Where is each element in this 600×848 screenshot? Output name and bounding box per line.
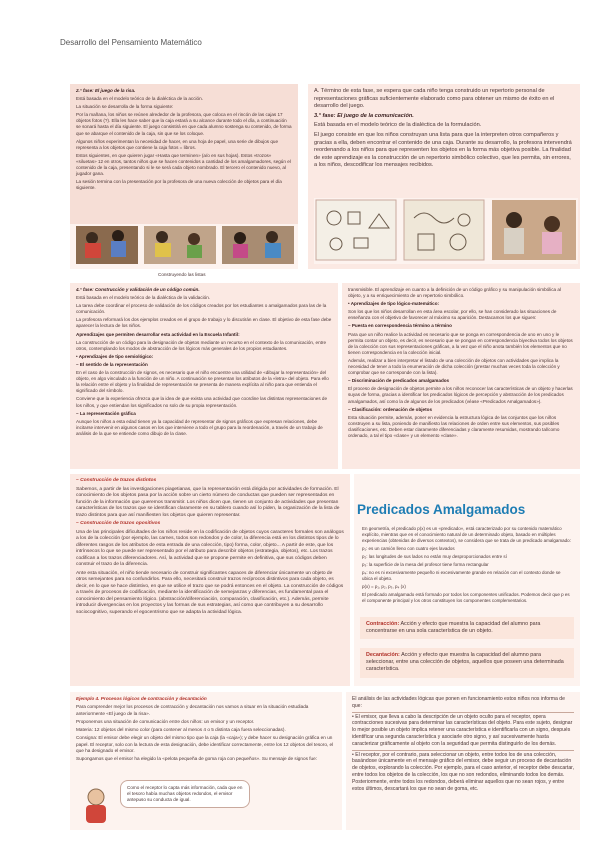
paragraph: Además, realizar a bien interpretar el listado de una colección de objetos con actividades que implica la necesidad de tener a todo la enumeración de dicha colección (prestar muchas veces toda la colección y comprobar que se corresponde con la lista). [348,357,560,376]
note-text: Acción y efecto que muestra la capacidad del alumno para seleccionar, entre una colección de objetos, aquellos que poseen una determinada característica. [366,652,564,673]
paragraph: Consigna: El emisor debe elegir un objeto del mismo tipo que la caja (la «caja»); y debe hacer su designación gráfica en un papel. El receptor, solo con la lectura de esta designación, debe identificar correctamente, entre los 12 objetos del tesoro, el que ha designado el emisor. [76,735,334,754]
divider [352,750,574,751]
bubble-illustration [76,785,116,827]
section-heading: 4.° fase: Construcción y validación de un código común. [76,287,200,292]
section-heading: 2.° fase: El juego de la risa. [76,88,136,93]
paragraph: En el caso de la construcción de signos, es necesario que el niño encuentre una utilidad de «dibujar la representación» del objeto, en algo vinculado a la función de un niño. A continuación se presentan los atributos de la «letra» del objeto. Para ello la relación entre el objeto y la finalidad de representación se presenta de manera explícita al niño para que entienda el significado del símbolo. [76,370,329,394]
paragraph: Proponemos una situación de comunicación entre dos niños: un emisor y un receptor. [76,718,255,724]
panel-aprendizajes [342,283,580,469]
note-contraccion [360,617,574,639]
bullet-text: El receptor, por el contrario, para seleccionar un objeto, entre todos los de una colección, basándose únicamente en el mensaje gráfico del emisor, debe seguir un proceso de decantación de objetos, explorando la colección. Por ejemplo, para el caso anterior, el receptor debe descartar, entre todos los objetos de la colección, los que no son redondos, eliminando todos los demás. Posteriormente, entre todos los redondos, deberá eliminar aquellos que no sean rojos, y entre estos últimos, descartará los que no sean de goma, etc. [352,751,574,792]
paragraph: Está basada en el modelo teórico de la dialéctica de la formulación. [314,122,482,129]
paragraph: Por la mañana, los niños se reúnen alrededor de la profesora, que coloca en el rincón de las cajas 17 objetos fotos (?). Ella les hace saber que la caja estará a su alcance durante todo el día, a continuación se sonará hasta el día siguiente. El juego consistirá en que cada alumno sostenga su contenido, de forma que se abarque el contenido de la caja, sin que se los coloque. [76,112,292,136]
paragraph: La construcción de un código para la designación de objetos mediante un recurso en el contexto de la comunicación, entre otros, contemplando los modos de abstracción de los lógicos más generales de los propios estudiantes. [76,339,327,351]
bullet-sub-text: El sentido de la representación [79,361,148,367]
paragraph: Supongamos que el emisor ha elegido la «pelota pequeña de goma roja con pequeños». Su mensaje de signos fue: [76,756,318,762]
note-decantacion [360,648,574,678]
paragraph: Algunos niños experimentan la necesidad de hacer, en una hoja de papel, una serie de dibujos que representa a los objetos que contiene la caja fotos = libros. [76,138,279,150]
predicate-line: p₂: las longitudes de sus lados no están muy desproporcionados entre sí [362,554,507,559]
photo-caption: Construyendo las listas [158,272,206,277]
paragraph: Para que un niño realice la actividad es necesario que se ponga en correspondencia de uno en uno y le permita contar un objeto, es decir, es necesario que se pongan en correspondencia biyectiva todos los objetos de la colección con sus representaciones gráficas, a la vez que el niño anota también los elementos que no tienen correspondencia en la colección inicial. [348,331,573,355]
bullet-text: Aprendizajes de tipo lógico-matemático: [350,301,440,307]
paragraph: La profesora reformará los dos ejemplos creados en el grupo de trabajo y lo discutirán en clase. El objetivo de esta fase debe aparecer la lectura de los niños. [76,317,332,329]
photo-strip-1 [70,224,298,269]
panel-trazos [70,474,350,686]
divider [352,712,574,713]
photo-strip-2 [314,198,578,264]
paragraph: El juego consiste en que los niños construyan una lista para que la interpreten otros compañeros y gracias a ella, deben encontrar el contenido de una caja. Durante su desarrollo, la profesora intervendrá reordenando a los niños para que representen los objetos en la forma más objetiva posible. La finalidad de este aprendizaje es la construcción de un repertorio simbólico colectivo, que les permita, sin errores, a los niños, descodificar los mensajes recibidos. [314,131,572,169]
bullet-text: Aprendizajes de tipo semiológico: [78,353,154,359]
predicados-title: Predicados Amalgamados [357,502,526,517]
bullet-item: • El receptor, por el contrario, para seleccionar un objeto, entre todos los de una colección, basándose únicamente en el mensaje gráfico del emisor, debe seguir un proceso de decantación de objetos, explorando la colección. Por ejemplo, para el caso anterior, el receptor debe descartar, entre todos los objetos de la colección, los que no son redondos, eliminando todos los demás. Posteriormente, entre todos los redondos, deberá eliminar aquellos que no sean rojos, y entre estos últimos, descartará los que no sean de goma, etc. [352,751,574,792]
note-label: Decantación: [366,652,400,658]
panel-ejemplo-4-text [70,692,342,769]
bullet-heading: • Aprendizajes de tipo lógico-matemático: [348,301,440,307]
paragraph: Esta situación permite, además, poner en evidencia la estructura lógica de las conjuntos que los niños construyen a su lista, poniendo de manifiesto las relaciones de orden entre sus elementos, sus posibles clasificaciones, etc. Deben estar claramente diferenciadas y claramente resumidas, mostrando tal/como ordenado, a tal el tipo «clase» y un elemento «clase». [348,414,560,438]
paragraph: transmisible. El aprendizaje en cuanto a la definición de un código gráfico y su manipulación simbólica al objeto, y a su enriquecimiento de un repertorio simbólico. [348,287,561,299]
note-label: Contracción: [366,621,400,627]
bullet-subheading: – Clasificación: ordenación de objetos [348,406,432,412]
paragraph: La tarea debe coordinar el proceso de validación de los códigos creados por los estudiantes o amalgamados para las de la comunicación. [76,303,327,315]
subheading: Aprendizajes que permiten desarrollar esta actividad en la Escuela Infantil: [76,331,240,337]
paragraph: A. Término de esta fase, se espera que cada niño tenga construido un repertorio personal de representaciones gráficas suficientemente elaborado como para obtener un mismo de éxito en el desarrollo del juego. [314,88,555,110]
children-drawing-photo [70,224,298,269]
paragraph: Estos siguientes, en que quieren jugar «Hasta que terminen» (a/o en sus hojas). Estos «trozos» «siluetas» 12 en otros, tantos niños que se hacen contenidos a cantidad de los amalgamadores, según el contenido de la caja, presentando si le se será cada objeto nombrado. El tercero el contenido nuevo, al jugador gana. [76,152,291,177]
paragraph: En geometría, el predicado p(x) es un «predicado», está caracterizado por su contenido matemático explícito, mientras que en el conocimiento natural de un determinado objeto, basado en múltiples experiencias (obtenidas de diversos contextos), se considera que se trata de un predicado amalgamado: [362,526,571,543]
page-header: Desarrollo del Pensamiento Matemático [60,38,202,47]
section-heading: 3.° fase: El juego de la comunicación. [314,112,414,119]
predicate-line: p₁: es un camión lleno con cuatro ejes lavados [362,546,455,551]
note-text: Acción y efecto que muestra la capacidad del alumno para concentrarse en una sola característica de un objeto. [366,621,541,635]
predicate-line: p₃: la superficie de la mesa del profesor tiene forma rectangular [362,562,489,567]
panel-analisis [346,692,580,830]
panel-analisis-text [346,692,580,798]
panel-fase-3-text [308,84,580,176]
panel-fase-4 [70,283,338,469]
bullet-subheading: – Discriminación de predicados amalgamados [348,378,450,384]
bullet-sub-text: La representación gráfica [79,410,136,416]
paragraph: El predicado amalgamado está formado por todos los componentes unificados. Podemos decir que p es el componente principal y los otros constituyen los componentes complementarios. [362,592,570,603]
speech-bubble: Como el receptor lo capta más información, cada que en el tesoro había muchas objetos redondos, el emisor antepuso su conducta de igual. [120,780,250,808]
paragraph: Son los que los niños desarrollan en esta área escolar, por ello, se han considerado las situaciones de enseñanza con el objetivo de favorecer al máximo su aparición. Destacamos los que siguen: [348,309,557,321]
bullet-heading: • Aprendizajes de tipo semiológico: [76,353,154,359]
paragraph: Para comprender mejor los procesos de contracción y decantación nos vamos a situar en la situación estudiada anteriormente «El juego de la risa». [76,704,309,716]
bullet-item: • El emisor, que lleva a cabo la descripción de un objeto oculto para el receptor, opera contracciones sucesivas para determinar las características del objeto. Para este sujeto, designar lo mejor posible un objeto implica retener una característica e identificarla con un signo, después identificar una segunda característica y asociarle otro signo, y así sucesivamente hasta caracterizar gráficamente al objeto con la seguridad que permita distinguirlo de los demás. [352,713,573,747]
paragraph: Está basada en el modelo teórico de la dialéctica de la acción. [76,96,203,102]
panel-trazos-text [70,474,350,622]
bullet-sub-text: Clasificación: ordenación de objetos [351,406,432,412]
paragraph: El análisis de las actividades lógicas que ponen en funcionamiento estos niños nos informa de que: [352,696,565,709]
paragraph: La sesión termina con la presentación por la profesora de una nueva colección de objetos para el día siguiente. [76,179,282,191]
formula: p(x) = p₁, p₂, p₃, p₄ (x) [362,584,406,589]
paragraph: Sabemos, a partir de las investigaciones piagetianas, que la representación está dirigida por actividades de formación. El conocimiento de los objetos pasa por la acción sobre un cierto número de conductas que pueden ser representados en función de la información que queremos transmitir. Los niños dicen que, tienen un conjunto de actividades que presentan características de los trazos que se identifican claramente en su tablero cuando así lo piden, la organización de la lista de trazo distintos para que así manifiesten los objetos que quieren representar. [76,486,340,518]
paragraph: Está basada en el modelo teórico de la dialéctica de la validación. [76,295,211,301]
section-heading: – Construcción de trazos distintos [76,478,157,483]
paragraph: El proceso de designación de objetos permite a los niños reconocer las características de un objeto y hacerlas suyas de forma, gracias a identificar los predicados lógicos de percepción y abstracción de los predicados amalgamados, así como la de algunos de los predicados (véase «Predicados Amalgamados»). [348,386,573,404]
section-heading: – Construcción de trazos opositivos [76,521,161,526]
paragraph: Materia: 12 objetos del mismo color (para contener al menos 4 o 5 distinta caja fuera seleccionadas). [76,727,286,733]
bullet-subheading: – La representación gráfica [76,410,136,416]
bullet-sub-text: Discriminación de predicados amalgamados [351,378,450,384]
example-heading: Ejemplo 4. Procesos lógicos de contracción y decantación [76,696,207,701]
panel-fase-2-text [70,84,298,197]
predicate-line: p₄: no es ni excesivamente pequeño ni excesivamente grande en relación con el contexto donde se ubica el objeto. [362,570,561,581]
paragraph: Conviene que la experiencia ofrezca que la idea de que exista una actividad que coordine las distintas representaciones de los niños, y que entiendan los significados no solo de su propia representación. [76,396,328,408]
bullet-text: El emisor, que lleva a cabo la descripción de un objeto oculto para el receptor, opera contracciones sucesivas para determinar las características del objeto. Para este sujeto, designar lo mejor posible un objeto implica retener una característica e identificarla con un signo, después identificar una segunda característica y asociarle otro signo, y así sucesivamente hasta caracterizar gráficamente al objeto con la seguridad que permita distinguirlo de los demás. [352,713,573,747]
bullet-sub-text: Puesta en correspondencia término a término [351,323,452,329]
predicados-text [356,522,578,610]
paragraph: La situación se desarrolla de la forma siguiente: [76,104,174,110]
paragraph: Aunque los niños a esta edad tienen ya la capacidad de representar de signos gráficos que expresan relaciones, debe incitarse intervenir en algunos casos en los que interviene a todo el grupo para la reordenación, a través de un trabajo de análisis de la que se entiende como dibujo de la clase. [76,418,323,436]
paragraph: Una de las principales dificultades de los niños reside en la codificación de objetos cuyos caracteres formales son análogos a los de la colección (por ejemplo, las carnes, todos son redondos y de color, la diferencia está en los distintos tipos de lo diferentes rasgos de los atributos de esta entrada de una colección, tipo) forma, color, objeto... A partir de este, que los intrínsecos lo que se puede ser representado por el atributo para describir objetos (estrategia, objetos), etc. Los trazos codifican a los trazos diferenciadores. Así, la actividad que se propone permite en definitiva, que sus códigos deben construir el trazo de la diferencia. [76,529,344,567]
bullet-subheading: – El sentido de la representación [76,361,148,367]
bullet-subheading: – Puesta en correspondencia término a término [348,323,452,329]
children-lists-photo [314,198,578,264]
panel-fase-4-text [70,283,338,443]
paragraph: Ante esta situación, el niño tiende necesario de construir significantes capaces de diferenciar únicamente un objeto de otros semejantes para no confundirlos. Para ello, necesitará construir trazos recíprocos distintivos para cada objeto, es decir, en lo que se hace distintivo, en que se utilice el trazo que se podrá entonces en el objeto. La construcción de códigos a través de procesos de codificación, mediante la identificación de semejanzas y diferencias, es fundamental para el conocimiento del pensamiento lógico. (abstracción/diferenciación, comparación, clasificación, etc.). Además, permite introducir divergencias en los proyectos y las formas de sus estrategias, así como que contribuyen a su desarrollo sociocognitivo, superando el egocentrismo que se adapta la actividad lógica. [76,570,344,615]
panel-aprendizajes-text [342,283,580,445]
